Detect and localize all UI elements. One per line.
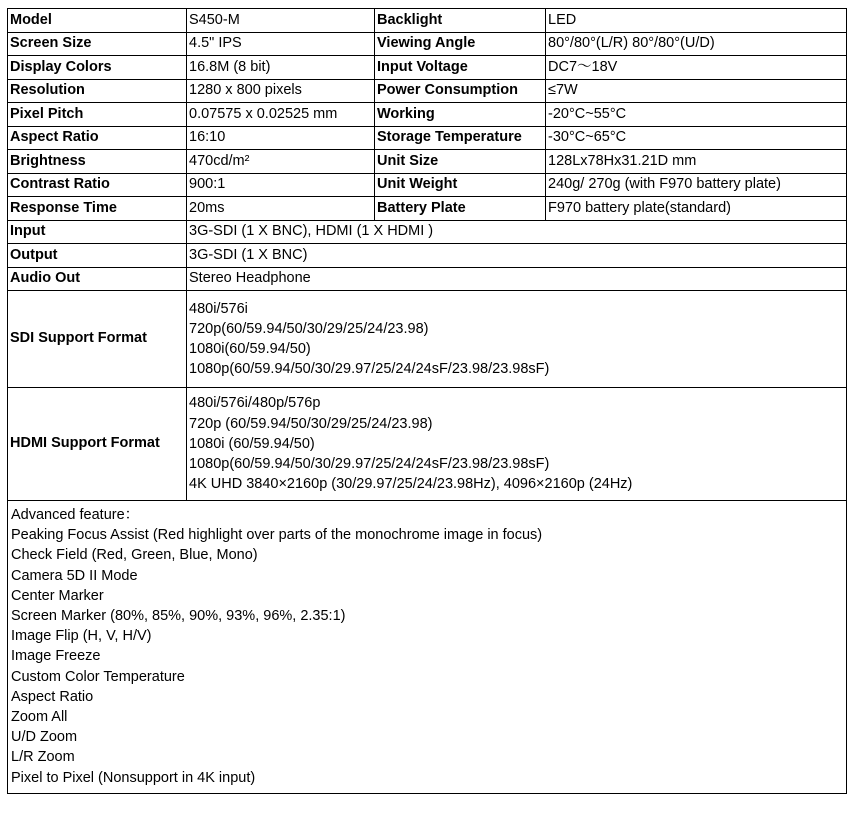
- spec-row-model: [8, 9, 847, 33]
- spec-label: Input Voltage: [375, 56, 546, 80]
- spec-value: F970 battery plate(standard): [546, 197, 847, 221]
- spec-label: Resolution: [8, 79, 187, 103]
- format-line: 720p(60/59.94/50/30/29/25/24/23.98): [189, 320, 429, 337]
- spec-value: 80°/80°(L/R) 80°/80°(U/D): [546, 32, 847, 56]
- spec-label: Screen Size: [8, 32, 187, 56]
- feature-item: Image Flip (H, V, H/V): [11, 628, 152, 645]
- spec-row-resolution: [8, 79, 847, 103]
- spec-label: Output: [8, 244, 187, 268]
- spec-row-brightness: [8, 150, 847, 174]
- spec-label: Response Time: [8, 197, 187, 221]
- spec-value: 3G-SDI (1 X BNC), HDMI (1 X HDMI ): [187, 220, 847, 244]
- hdmi-format-list: [187, 388, 847, 501]
- spec-value: 16:10: [187, 126, 375, 150]
- spec-value: -30°C~65°C: [546, 126, 847, 150]
- spec-row-sdi-format: [8, 291, 847, 388]
- spec-label: Viewing Angle: [375, 32, 546, 56]
- spec-row-advanced-features: [8, 501, 847, 794]
- sdi-format-list: [187, 291, 847, 388]
- format-line: 1080i(60/59.94/50): [189, 341, 311, 357]
- spec-label: Audio Out: [8, 267, 187, 291]
- format-line: 720p (60/59.94/50/30/29/25/24/23.98): [189, 415, 433, 432]
- spec-value: 900:1: [187, 173, 375, 197]
- format-line: 1080p(60/59.94/50/30/29.97/25/24/24sF/23.98/23.98sF): [189, 456, 550, 473]
- spec-value: 128Lx78Hx31.21D mm: [546, 150, 847, 174]
- spec-label: Brightness: [8, 150, 187, 174]
- spec-value: 1280 x 800 pixels: [187, 79, 375, 103]
- spec-label: Battery Plate: [375, 197, 546, 221]
- spec-value: -20°C~55°C: [546, 103, 847, 127]
- spec-row-contrast-ratio: [8, 173, 847, 197]
- spec-row-aspect-ratio: [8, 126, 847, 150]
- spec-value: DC7～18V: [546, 56, 847, 80]
- spec-value: Stereo Headphone: [187, 267, 847, 291]
- spec-label: SDI Support Format: [8, 291, 187, 388]
- spec-value: 0.07575 x 0.02525 mm: [187, 103, 375, 127]
- spec-value: 470cd/m²: [187, 150, 375, 174]
- spec-label: Model: [8, 9, 187, 33]
- spec-label: Contrast Ratio: [8, 173, 187, 197]
- feature-item: Zoom All: [11, 709, 68, 726]
- spec-value: S450-M: [187, 9, 375, 33]
- feature-item: Aspect Ratio: [11, 688, 94, 705]
- feature-item: U/D Zoom: [11, 729, 78, 746]
- advanced-feature-title: Advanced feature：: [11, 507, 140, 523]
- spec-row-response-time: [8, 197, 847, 221]
- feature-item: Check Field (Red, Green, Blue, Mono): [11, 547, 258, 564]
- spec-row-display-colors: [8, 56, 847, 80]
- spec-label: Unit Size: [375, 150, 546, 174]
- format-line: 1080i (60/59.94/50): [189, 435, 315, 452]
- spec-label: Pixel Pitch: [8, 103, 187, 127]
- spec-row-audio-out: [8, 267, 847, 291]
- feature-item: Screen Marker (80%, 85%, 90%, 93%, 96%, 2.35:1): [11, 608, 346, 625]
- spec-value: LED: [546, 9, 847, 33]
- spec-label: Power Consumption: [375, 79, 546, 103]
- spec-label: HDMI Support Format: [8, 388, 187, 501]
- format-line: 480i/576i: [189, 300, 248, 317]
- feature-item: Image Freeze: [11, 648, 101, 665]
- spec-label: Unit Weight: [375, 173, 546, 197]
- spec-value: 4.5" IPS: [187, 32, 375, 56]
- feature-item: Peaking Focus Assist (Red highlight over parts of the monochrome image in focus): [11, 527, 543, 544]
- spec-row-hdmi-format: [8, 388, 847, 501]
- spec-value: ≤7W: [546, 79, 847, 103]
- spec-value: 240g/ 270g (with F970 battery plate): [546, 173, 847, 197]
- feature-item: Camera 5D II Mode: [11, 567, 138, 584]
- format-line: 480i/576i/480p/576p: [189, 395, 321, 412]
- feature-item: Center Marker: [11, 587, 104, 604]
- spec-label: Aspect Ratio: [8, 126, 187, 150]
- spec-label: Working: [375, 103, 546, 127]
- spec-value: 3G-SDI (1 X BNC): [187, 244, 847, 268]
- spec-value: 16.8M (8 bit): [187, 56, 375, 80]
- spec-row-pixel-pitch: [8, 103, 847, 127]
- spec-row-input: [8, 220, 847, 244]
- format-line: 1080p(60/59.94/50/30/29.97/25/24/24sF/23.98/23.98sF): [189, 361, 550, 378]
- spec-label: Input: [8, 220, 187, 244]
- spec-label: Storage Temperature: [375, 126, 546, 150]
- spec-table: [7, 8, 847, 794]
- spec-label: Display Colors: [8, 56, 187, 80]
- feature-item: L/R Zoom: [11, 749, 75, 766]
- feature-item: Custom Color Temperature: [11, 668, 185, 685]
- advanced-feature-list: [8, 501, 847, 794]
- spec-row-screen-size: [8, 32, 847, 56]
- feature-item: Pixel to Pixel (Nonsupport in 4K input): [11, 769, 256, 786]
- spec-label: Backlight: [375, 9, 546, 33]
- format-line: 4K UHD 3840×2160p (30/29.97/25/24/23.98Hz), 4096×2160p (24Hz): [189, 476, 633, 493]
- spec-row-output: [8, 244, 847, 268]
- spec-value: 20ms: [187, 197, 375, 221]
